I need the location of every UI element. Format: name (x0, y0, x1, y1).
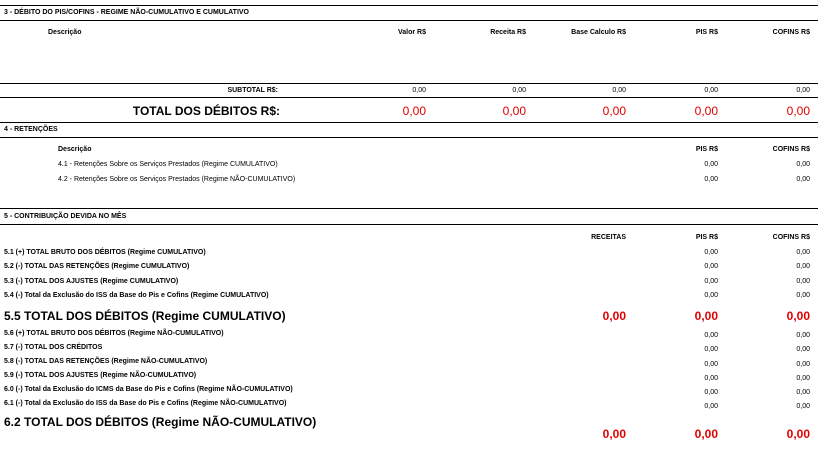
contribuicao-row-cofins: 0,00 (796, 346, 810, 353)
contribuicao-row-label: 6.0 (-) Total da Exclusão do ICMS da Base do Pis e Cofins (Regime NÃO-CUMULATIVO) (4, 386, 293, 393)
total-nao-cumulativo-cofins: 0,00 (786, 427, 810, 441)
total-cumulativo-receitas: 0,00 (602, 309, 626, 323)
section3-header-pis: PIS R$ (695, 29, 718, 36)
section5-header-receitas: RECEITAS (591, 234, 626, 241)
subtotal-receita: 0,00 (512, 87, 526, 94)
retencao-row-pis: 0,00 (704, 161, 718, 168)
contribuicao-row-label: 5.3 (-) TOTAL DOS AJUSTES (Regime CUMULATIVO) (4, 278, 179, 285)
contribuicao-row-pis: 0,00 (704, 389, 718, 396)
section3-header-descricao: Descrição (48, 29, 82, 36)
total-debitos-pis: 0,00 (694, 104, 718, 118)
section5-title: 5 - CONTRIBUIÇÃO DEVIDA NO MÊS (4, 213, 127, 220)
contribuicao-row-cofins: 0,00 (796, 249, 810, 256)
total-cumulativo-pis: 0,00 (694, 309, 718, 323)
divider (0, 20, 818, 21)
retencao-row-cofins: 0,00 (796, 161, 810, 168)
section5-header-pis: PIS R$ (695, 234, 718, 241)
retencao-row-label: 4.1 - Retenções Sobre os Serviços Prestados (Regime CUMULATIVO) (58, 161, 278, 168)
section3-header-cofins: COFINS R$ (772, 29, 810, 36)
divider (0, 224, 818, 225)
total-debitos-base: 0,00 (602, 104, 626, 118)
section3-header-receita: Receita R$ (490, 29, 526, 36)
contribuicao-row-pis: 0,00 (704, 292, 718, 299)
total-debitos-receita: 0,00 (502, 104, 526, 118)
contribuicao-row-pis: 0,00 (704, 375, 718, 382)
contribuicao-row-pis: 0,00 (704, 361, 718, 368)
contribuicao-row-cofins: 0,00 (796, 292, 810, 299)
contribuicao-row-label: 5.8 (-) TOTAL DAS RETENÇÕES (Regime NÃO-CUMULATIVO) (4, 358, 208, 365)
total-nao-cumulativo-receitas: 0,00 (602, 427, 626, 441)
contribuicao-row-cofins: 0,00 (796, 403, 810, 410)
contribuicao-row-label: 5.9 (-) TOTAL DOS AJUSTES (Regime NÃO-CUMULATIVO) (4, 372, 197, 379)
contribuicao-row-cofins: 0,00 (796, 332, 810, 339)
total-debitos-label: TOTAL DOS DÉBITOS R$: (132, 104, 280, 118)
contribuicao-row-label: 5.1 (+) TOTAL BRUTO DOS DÉBITOS (Regime CUMULATIVO) (4, 249, 206, 256)
total-cumulativo-label: 5.5 TOTAL DOS DÉBITOS (Regime CUMULATIVO) (4, 309, 286, 323)
divider (0, 97, 818, 98)
retencao-row-cofins: 0,00 (796, 176, 810, 183)
total-debitos-valor: 0,00 (402, 104, 426, 118)
subtotal-base: 0,00 (612, 87, 626, 94)
section4-header-descricao: Descrição (58, 146, 92, 153)
contribuicao-row-label: 5.7 (-) TOTAL DOS CRÉDITOS (4, 344, 103, 351)
section5-header-cofins: COFINS R$ (772, 234, 810, 241)
contribuicao-row-pis: 0,00 (704, 346, 718, 353)
contribuicao-row-label: 6.1 (-) Total da Exclusão do ISS da Base do Pis e Cofins (Regime NÃO-CUMULATIVO) (4, 400, 287, 407)
divider (0, 5, 818, 6)
section4-header-pis: PIS R$ (695, 146, 718, 153)
subtotal-label: SUBTOTAL R$: (227, 87, 278, 94)
total-cumulativo-cofins: 0,00 (786, 309, 810, 323)
contribuicao-row-cofins: 0,00 (796, 389, 810, 396)
section3-header-base-calculo: Base Calculo R$ (571, 29, 626, 36)
section4-title: 4 - RETENÇÕES (4, 126, 58, 133)
contribuicao-row-pis: 0,00 (704, 263, 718, 270)
section3-title: 3 - DÉBITO DO PIS/COFINS - REGIME NÃO-CUMULATIVO E CUMULATIVO (4, 9, 250, 16)
contribuicao-row-pis: 0,00 (704, 249, 718, 256)
retencao-row-pis: 0,00 (704, 176, 718, 183)
contribuicao-row-label: 5.4 (-) Total da Exclusão do ISS da Base do Pis e Cofins (Regime CUMULATIVO) (4, 292, 269, 299)
total-debitos-cofins: 0,00 (786, 104, 810, 118)
contribuicao-row-label: 5.2 (-) TOTAL DAS RETENÇÕES (Regime CUMULATIVO) (4, 263, 190, 270)
divider (0, 122, 818, 123)
contribuicao-row-pis: 0,00 (704, 332, 718, 339)
contribuicao-row-cofins: 0,00 (796, 375, 810, 382)
contribuicao-row-cofins: 0,00 (796, 278, 810, 285)
subtotal-pis: 0,00 (704, 87, 718, 94)
total-nao-cumulativo-label: 6.2 TOTAL DOS DÉBITOS (Regime NÃO-CUMULATIVO) (4, 415, 317, 429)
subtotal-valor: 0,00 (412, 87, 426, 94)
contribuicao-row-cofins: 0,00 (796, 263, 810, 270)
contribuicao-row-pis: 0,00 (704, 278, 718, 285)
retencao-row-label: 4.2 - Retenções Sobre os Serviços Prestados (Regime NÃO-CUMULATIVO) (58, 176, 296, 183)
subtotal-cofins: 0,00 (796, 87, 810, 94)
total-nao-cumulativo-pis: 0,00 (694, 427, 718, 441)
contribuicao-row-label: 5.6 (+) TOTAL BRUTO DOS DÉBITOS (Regime NÃO-CUMULATIVO) (4, 330, 224, 337)
contribuicao-row-cofins: 0,00 (796, 361, 810, 368)
divider (0, 137, 818, 138)
section4-header-cofins: COFINS R$ (772, 146, 810, 153)
divider (0, 83, 818, 84)
divider (0, 208, 818, 209)
contribuicao-row-pis: 0,00 (704, 403, 718, 410)
section3-header-valor: Valor R$ (397, 29, 426, 36)
